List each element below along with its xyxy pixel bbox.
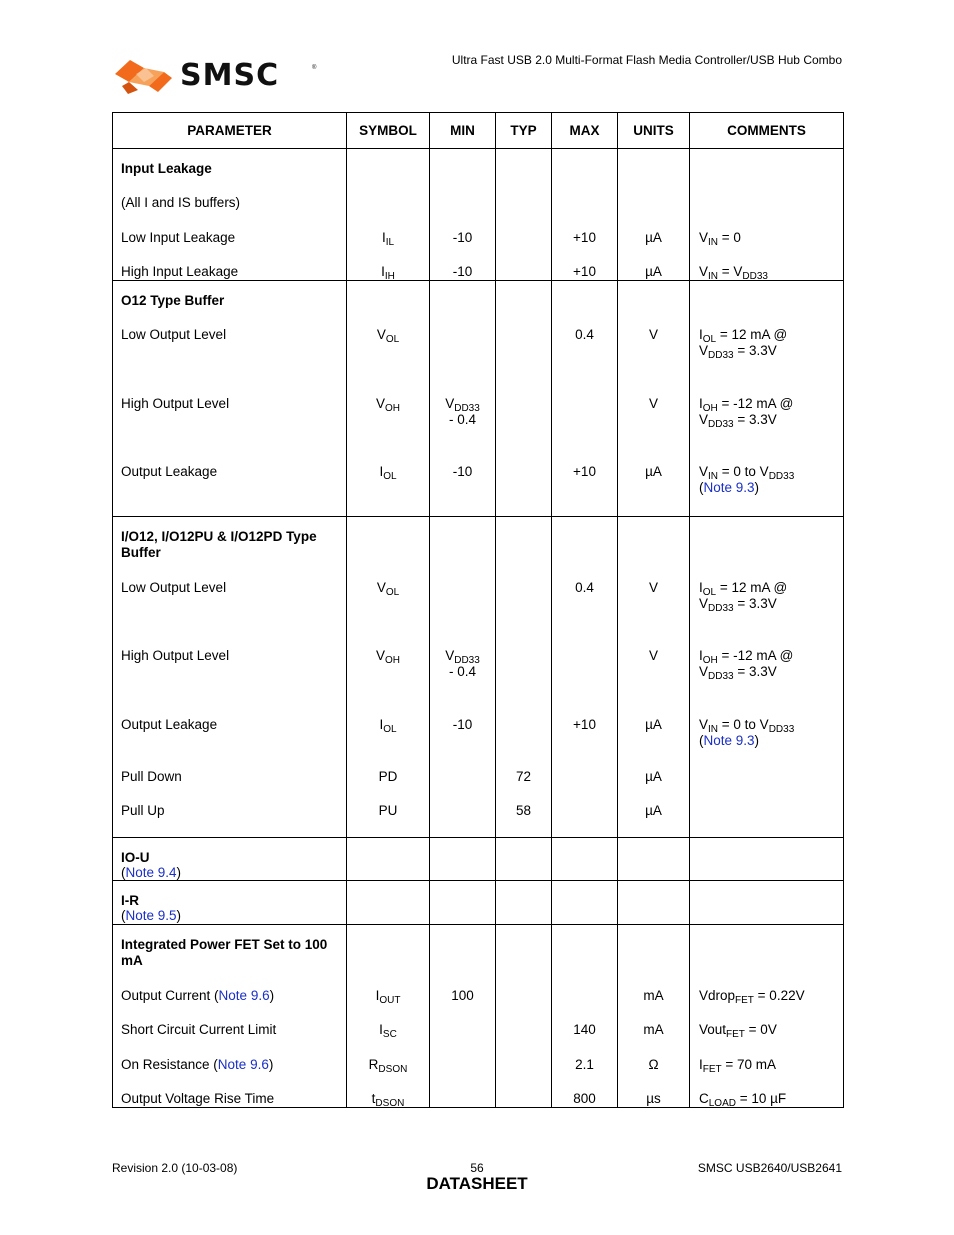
symbol-cell (347, 838, 430, 881)
min-value: $V_{DD33}$ - 0.4 (445, 648, 480, 679)
comments-cell (690, 838, 844, 881)
typ-cell (496, 149, 552, 281)
comment-value: $C_{LOAD} = 10$ µF (699, 1091, 787, 1109)
table-body (113, 149, 844, 1108)
min-cell (430, 881, 496, 925)
max-cell (552, 517, 618, 838)
group-title: I/O12, I/O12PU & I/O12PD Type Buffer (121, 529, 317, 560)
max-value: 0.4 (575, 327, 594, 342)
symbol-value: $V_{OL}$ (376, 580, 400, 598)
typ-cell (496, 517, 552, 838)
symbol-value: $I_{IL}$ (381, 230, 395, 248)
param-cell (113, 517, 347, 838)
typ-value: 72 (515, 769, 532, 784)
units-cell (618, 149, 690, 281)
svg-text:SMSC: SMSC (180, 58, 280, 93)
comments-cell (690, 881, 844, 925)
units-cell (618, 838, 690, 881)
typ-cell (496, 925, 552, 1108)
symbol-value: PU (378, 803, 398, 818)
comment-value: $V_{IN} = 0$ (699, 230, 741, 248)
comment-value: $V_{IN} = 0$ to $V_{DD33}$ (Note 9.3) (699, 464, 795, 495)
min-cell (430, 149, 496, 281)
footer-product: SMSC USB2640/USB2641 (697, 1161, 842, 1175)
footer-datasheet-label: DATASHEET (426, 1174, 528, 1193)
min-cell (430, 925, 496, 1108)
comment-value: $I_{FET} = 70$ mA (699, 1057, 777, 1075)
symbol-cell (347, 149, 430, 281)
table-row-group (113, 838, 844, 881)
symbol-value: $I_{OL}$ (379, 717, 397, 735)
param-cell (113, 149, 347, 281)
max-value: +10 (573, 717, 596, 732)
symbol-cell (347, 281, 430, 517)
param-label: Output Voltage Rise Time (121, 1091, 275, 1106)
group-title: Input Leakage (121, 161, 212, 176)
typ-cell (496, 838, 552, 881)
col-header: PARAMETER (113, 113, 347, 149)
comments-cell (690, 281, 844, 517)
min-cell (430, 517, 496, 838)
max-cell (552, 925, 618, 1108)
min-value: -10 (452, 717, 473, 732)
param-label: High Output Level (121, 396, 230, 411)
min-value: -10 (452, 230, 473, 245)
group-title: IO-U (121, 850, 150, 865)
comments-cell (690, 149, 844, 281)
table-row-group (113, 149, 844, 281)
min-value: -10 (452, 464, 473, 479)
typ-cell (496, 881, 552, 925)
param-label: Output Leakage (121, 717, 218, 732)
comments-cell (690, 517, 844, 838)
symbol-value: $I_{OUT}$ (375, 988, 401, 1006)
col-header: MIN (430, 113, 496, 149)
comment-value: Vdrop$_{FET}$ = 0.22V (699, 988, 805, 1006)
symbol-value: PD (378, 769, 398, 784)
max-cell (552, 281, 618, 517)
comments-cell (690, 925, 844, 1108)
max-cell (552, 149, 618, 281)
param-label: Pull Down (121, 769, 182, 784)
max-value: +10 (573, 464, 596, 479)
comment-value: $V_{IN} = V_{DD33}$ (699, 264, 768, 282)
param-label: Low Output Level (121, 580, 227, 595)
param-label: On Resistance (Note 9.6) (121, 1057, 274, 1072)
symbol-value: $I_{IH}$ (381, 264, 395, 282)
dc-characteristics-table (112, 112, 844, 1108)
typ-value: 58 (515, 803, 532, 818)
units-value: µA (645, 230, 662, 245)
logo-mark-icon (115, 60, 172, 94)
param-label: Output Current (Note 9.6) (121, 988, 275, 1003)
comment-value: $V_{IN} = 0$ to $V_{DD33}$ (Note 9.3) (699, 717, 795, 748)
units-cell (618, 925, 690, 1108)
svg-text:®: ® (312, 65, 317, 71)
group-title: I-R (121, 893, 139, 908)
param-label: Short Circuit Current Limit (121, 1022, 277, 1037)
table-row-group (113, 517, 844, 838)
max-value: +10 (573, 264, 596, 279)
param-label: Pull Up (121, 803, 165, 818)
comment-value: $I_{OL} = 12$ mA @ $V_{DD33} = 3.3V$ (699, 327, 788, 361)
symbol-cell (347, 517, 430, 838)
units-value: µs (646, 1091, 661, 1106)
max-value: 2.1 (575, 1057, 594, 1072)
units-value: µA (645, 717, 662, 732)
max-cell (552, 881, 618, 925)
col-header: SYMBOL (347, 113, 430, 149)
group-note: (Note 9.5) (121, 908, 182, 923)
units-value: V (648, 327, 658, 342)
symbol-value: $R_{DSON}$ (368, 1057, 408, 1075)
param-label: Low Input Leakage (121, 230, 236, 245)
param-label: High Output Level (121, 648, 230, 663)
symbol-value: $I_{SC}$ (379, 1022, 397, 1040)
units-value: µA (645, 264, 662, 279)
table-header-row (113, 113, 844, 149)
symbol-value: $V_{OH}$ (375, 648, 400, 666)
param-cell (113, 838, 347, 881)
smsc-logo (112, 56, 322, 96)
col-header: UNITS (618, 113, 690, 149)
max-value: 0.4 (575, 580, 594, 595)
symbol-value: $t_{DSON}$ (371, 1091, 405, 1109)
comment-value: Vout$_{FET}$ = 0V (699, 1022, 777, 1040)
units-value: V (648, 396, 658, 411)
units-value: Ω (648, 1057, 659, 1072)
symbol-value: $V_{OH}$ (375, 396, 400, 414)
group-title: O12 Type Buffer (121, 293, 225, 308)
units-cell (618, 281, 690, 517)
min-value: 100 (451, 988, 474, 1003)
min-cell (430, 281, 496, 517)
max-value: 800 (573, 1091, 596, 1106)
units-value: µA (645, 803, 662, 818)
symbol-cell (347, 925, 430, 1108)
param-label: Low Output Level (121, 327, 227, 342)
comment-value: $I_{OL} = 12$ mA @ $V_{DD33} = 3.3V$ (699, 580, 788, 614)
units-value: µA (645, 769, 662, 784)
symbol-cell (347, 881, 430, 925)
param-cell (113, 281, 347, 517)
table-row-group (113, 881, 844, 925)
units-cell (618, 517, 690, 838)
units-cell (618, 881, 690, 925)
units-value: V (648, 580, 658, 595)
symbol-value: $V_{OL}$ (376, 327, 400, 345)
min-value: -10 (452, 264, 473, 279)
col-header: COMMENTS (690, 113, 844, 149)
comment-value: $I_{OH} = -12$ mA @ $V_{DD33} = 3.3V$ (699, 648, 794, 682)
document-title: Ultra Fast USB 2.0 Multi-Format Flash Media Controller/USB Hub Combo (451, 53, 842, 67)
units-value: mA (643, 1022, 664, 1037)
comment-value: $I_{OH} = -12$ mA @ $V_{DD33} = 3.3V$ (699, 396, 794, 430)
col-header: TYP (496, 113, 552, 149)
max-cell (552, 838, 618, 881)
units-value: V (648, 648, 658, 663)
table-row-group (113, 281, 844, 517)
param-label: High Input Leakage (121, 264, 239, 279)
param-cell (113, 925, 347, 1108)
units-value: mA (643, 988, 664, 1003)
max-value: +10 (573, 230, 596, 245)
group-subtitle: (All I and IS buffers) (121, 195, 241, 210)
param-label: Output Leakage (121, 464, 218, 479)
symbol-value: $I_{OL}$ (379, 464, 397, 482)
min-value: $V_{DD33}$ - 0.4 (445, 396, 480, 427)
footer-page-number: 56 (470, 1161, 484, 1175)
group-title: Integrated Power FET Set to 100 mA (121, 937, 328, 968)
typ-cell (496, 281, 552, 517)
table-row-group (113, 925, 844, 1108)
max-value: 140 (573, 1022, 596, 1037)
param-cell (113, 881, 347, 925)
footer-revision: Revision 2.0 (10-03-08) (112, 1161, 238, 1175)
group-note: (Note 9.4) (121, 865, 182, 880)
units-value: µA (645, 464, 662, 479)
min-cell (430, 838, 496, 881)
col-header: MAX (552, 113, 618, 149)
